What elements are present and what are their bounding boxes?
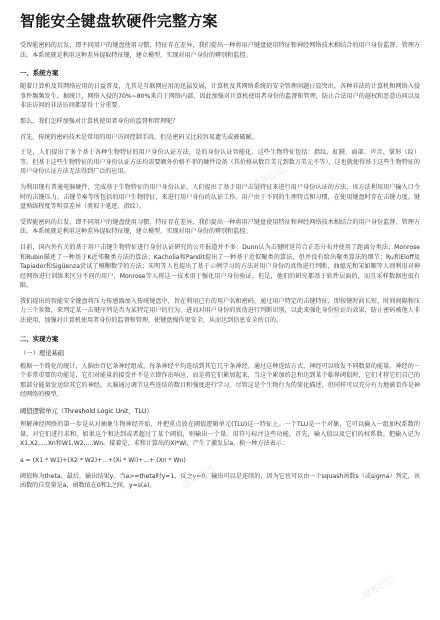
paragraph: 受智能密码的启发，即不同用户的键盘使用习惯、特征存在差异，我们提出一种将用户键盘使用特征和神经网络技术相结合的用户身份监督、管理方法。本系统就是利用这种差异提取特征键，建立模型，实现对用户身份的辨别和监控。 xyxy=(20,218,420,236)
paragraph: 为利用现有普通电脑硬件，完成基于生物特征的用户身份认证，人们提出了基于用户击键特征来进行用户身份认证的方法，该方法利用用户输入口令时的击键压力、击键节奏等所包括的用户生物特征，来进行用户身份的认证工作。用户由于不同的生理特点和习惯，在使用键盘时存在击键力度、键盘熟练程度等明显差异（类似于笔迹、指纹）。 xyxy=(20,183,420,211)
activation-formula: a = (X1 * W1)+(X2 * W2)+...+(Xi * Wi)+...+ (Xn * Wn) xyxy=(20,456,186,464)
subheading-theory: （一）理论基础 xyxy=(20,349,65,357)
paragraph: 那么，我们怎样加强对计算机使用者身份的监督和管理呢？ xyxy=(20,117,179,125)
paragraph: 阈值称为theta。最后，输出结果y。当a>=theta时y=1，反之y=0。输出可以是连续的，因为它也可以由一个squash函数s（或sigma）判定，该函数的自变量是a，函数值在0和1之间，y=s(a)。 xyxy=(20,472,420,490)
section-heading-system: 一、系统方案 xyxy=(20,69,59,78)
watermark: 道客巴巴 xyxy=(250,164,287,192)
paragraph: 随着计算机及其网络应用的日益普及，尤其是互联网应用的迅猛发展，计算机及其网络系统的安全管理问题日显突出，各种非法的计算机和网络入侵事件频频发生。据统计，网络入侵的70%~80%来自于网络内部，因此加强对计算机使用者身份的监督和管理，防止合法用户的越权和恶意访问以及非法访问的非法访问都显得十分重要。 xyxy=(20,83,420,110)
watermark: 道客巴巴 xyxy=(360,574,397,602)
paragraph: 理解神经网络的第一步是从对抽象生物神经开始，并把重点放在阈值逻辑单元(TLU)这一特征上。一个TLU是一个对象，它可以输入一组加权系数的量，对它们进行求和，如果这个和达到或者超过了某个阈值，则输出一个量。用符号标注这些功能，首先，输入值以及它们的权系数。把输入记为X1,X2,...,Xn和W1,W2,...,Wn。接着是，求和计算出的Xi*Wi，产生了激发层a，换一种方法表示： xyxy=(20,421,420,448)
intro-paragraph: 受智能密码的启发，即不同用户的键盘使用习惯、特征存在差异，我们提出一种将用户键盘使用特征和神经网络技术相结合的用户身份监督、管理方法。本系统就是利用这种差异提取特征键，建立模型，实现对用户身份的辨别和监控。 xyxy=(20,42,420,59)
paragraph: 于是，人们提出了多个基于各种生物特征的用户身份认证方法，是的身份认证智能化。这些生物特征包括：指纹、虹膜、面部、声音、掌形（纹）等。但基于这些生物特征的用户身份认证方法均需要额外价格不菲的硬件设备（其价格从数百美元到数万美元不等），这也就使得基于这些生物特征的用户身份认证方法无法得到广泛的应用。 xyxy=(20,149,420,176)
subheading-tlu: 阈值逻辑单元（Threshold Logic Unit，TLU） xyxy=(20,408,153,416)
paragraph: 目前，国内外有关的基于用户击键生物特征进行身份认证研究的公开报道并不多：Dunn认为击键时延符合正态分布并使用了距离分类法；Monrose和Rubin描述了一种基于K近邻聚类方法的算法；Kacholia和Pandit提出了一种基于近似聚类的算法，但并没有给出聚类算法的细节；Ru和Eloff及Tapiador和Sigüenza尝试了模糊数学的方法；朱明等人也提出了基于示例学习的方法对用户身份的真伪进行判断，曲憶光和宋如顺等人则利用对神经网络进行训练来区分不同的用户，Monrose等人将这一技术用于强化用户身份验证。但是，他们的研究都基于软件层面的，而且采样数据也很有限。 xyxy=(20,243,420,290)
section-heading-implementation: 二、实现方案 xyxy=(20,334,59,343)
document-title: 智能安全键盘软硬件完整方案 xyxy=(20,12,218,30)
watermark: 道客巴巴 xyxy=(330,294,367,322)
paragraph: 根据一个简化的统计，人脑由百亿条神经组成，每条神经平均连结到其它几千条神经。通过这种连结方式，神经可以收发不同数量的能量。神经的一个非常重要的功能是，它们对能量的接受并不是立即作出响应，而是将它们累加起来，当这个累加的总和达到某个临界阈值时，它们才将它们自己的那部分能量发送给其它的神经。大脑通过调节这些连结的数目和强度进行学习。尽管这是个生物行为的简化描述，但同样可以充分有力地被看作是神经网络的模型。 xyxy=(20,362,420,399)
paragraph: 我们提出的智能安全键盘将压力传感器加入传统键盘中，旨在利用已有的用户名和密码，通过用户特定的击键特征，即按键时间长短、时间间隔和压力三个参数，来判定某一击键序列是否为某特定用户的行为，进而对用户身份的真伪进行判断识别，以此来强化身份验证的效果，防止密码被他人非法使用，加强对计算机使用者身份的监督和管理，使键盘操作更安全，从而达到信息安全的目的。 xyxy=(20,297,420,325)
watermark: 道客巴巴 xyxy=(180,464,217,492)
paragraph: 首先，传统的密码技术是常用的用户访问控制手段，但是密码又比较容易遗失或被破解。 xyxy=(20,133,258,141)
